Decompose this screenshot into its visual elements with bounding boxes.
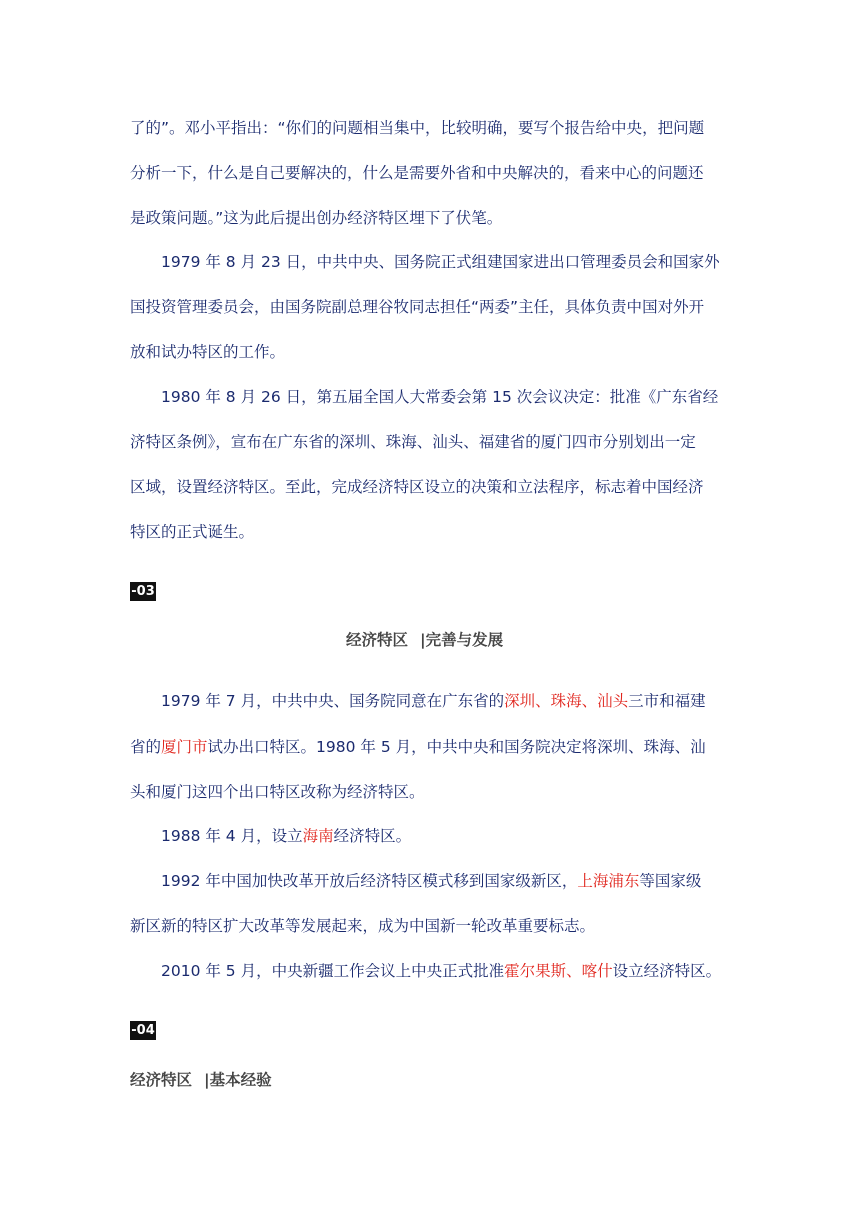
paragraph-line: 国投资管理委员会，由国务院副总理谷牧同志担任“两委”主任，具体负责中国对外开: [130, 298, 705, 316]
highlight-text: 霍尔果斯、喀什: [504, 962, 613, 980]
paragraph-line: 1979 年 8 月 23 日，中共中央、国务院正式组建国家进出口管理委员会和国家外: [161, 253, 720, 271]
highlight-text: 海南: [302, 827, 334, 845]
paragraph-line: [161, 690, 730, 712]
highlight-text: 深圳、珠海、汕头: [504, 692, 629, 710]
paragraph-line: 是政策问题。”这为此后提出创办经济特区埋下了伏笔。: [130, 209, 503, 227]
paragraph-line: [161, 825, 730, 847]
text-run: 1988 年 4 月，设立: [161, 827, 303, 845]
highlight-text: 上海浦东: [577, 872, 640, 890]
section-heading: [130, 1069, 272, 1091]
highlight-text: 厦门市: [161, 738, 208, 756]
section-number-tag: -03: [131, 584, 155, 599]
paragraph-line: 头和厦门这四个出口特区改称为经济特区。: [130, 783, 425, 801]
paragraph-line: 新区新的特区扩大改革等发展起来，成为中国新一轮改革重要标志。: [130, 917, 596, 935]
section-heading-subtitle: |完善与发展: [420, 631, 504, 649]
section-heading-title: 经济特区: [130, 1071, 193, 1089]
paragraph-line: [161, 870, 730, 892]
section-heading-title: 经济特区: [346, 631, 409, 649]
text-run: 等国家级: [639, 872, 702, 890]
paragraph-line: [130, 736, 730, 758]
text-run: 省的: [130, 738, 162, 756]
text-run: 1992 年中国加快改革开放后经济特区模式移到国家级新区，: [161, 872, 578, 890]
section-number-tag: -04: [131, 1023, 155, 1038]
text-run: 三市和福建: [628, 692, 706, 710]
paragraph-line: 特区的正式诞生。: [130, 523, 255, 541]
section-heading-subtitle: |基本经验: [204, 1071, 272, 1089]
paragraph-line: 济特区条例》，宣布在广东省的深圳、珠海、汕头、福建省的厦门四市分别划出一定: [130, 433, 696, 451]
paragraph-line: 区域，设置经济特区。至此，完成经济特区设立的决策和立法程序，标志着中国经济: [130, 478, 704, 496]
paragraph-line: 分析一下，什么是自己要解决的，什么是需要外省和中央解决的，看来中心的问题还: [130, 164, 704, 182]
text-run: 试办出口特区。1980 年 5 月，中共中央和国务院决定将深圳、珠海、汕: [207, 738, 706, 756]
text-run: 2010 年 5 月，中央新疆工作会议上中央正式批准: [161, 962, 505, 980]
text-run: 1979 年 7 月，中共中央、国务院同意在广东省的: [161, 692, 505, 710]
text-run: 设立经济特区。: [612, 962, 722, 980]
paragraph-line: [161, 960, 730, 982]
paragraph-line: 了的”。邓小平指出：“你们的问题相当集中，比较明确，要写个报告给中央，把问题: [130, 119, 705, 137]
text-run: 经济特区。: [333, 827, 412, 845]
paragraph-line: 放和试办特区的工作。: [130, 343, 286, 361]
section-heading: [346, 629, 503, 651]
paragraph-line: 1980 年 8 月 26 日，第五届全国人大常委会第 15 次会议决定：批准《广东省经: [161, 388, 719, 406]
